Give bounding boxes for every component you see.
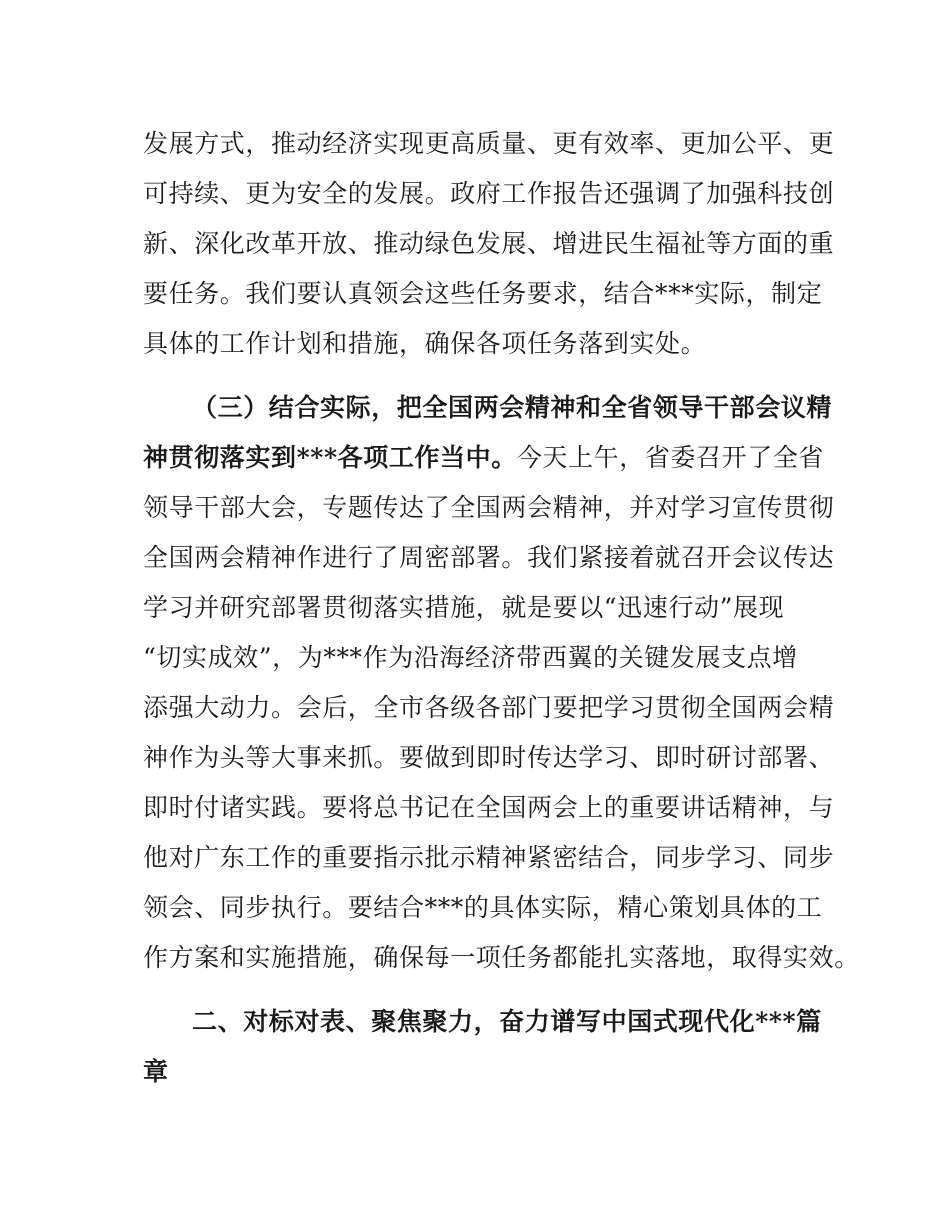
para2-line-1: 领导干部大会，专题传达了全国两会精神，并对学习宣传贯彻 xyxy=(143,493,835,522)
para2-line-4: “切实成效”，为***作为沿海经济带西翼的关键发展支点增 xyxy=(143,643,798,672)
para1-line-2: 可持续、更为安全的发展。政府工作报告还强调了加强科技创 xyxy=(143,179,835,208)
para2-first-sentence: 今天上午，省委召开了全省 xyxy=(516,443,825,472)
para2-line-7: 即时付诸实践。要将总书记在全国两会上的重要讲话精神，与 xyxy=(143,793,835,822)
para1-line-1: 发展方式，推动经济实现更高质量、更有效率、更加公平、更 xyxy=(143,129,835,158)
para2-line-9: 领会、同步执行。要结合***的具体实际，精心策划具体的工 xyxy=(143,893,823,922)
para2-line-2: 全国两会精神作进行了周密部署。我们紧接着就召开会议传达 xyxy=(143,543,835,572)
section-two-heading-line-1: 二、对标对表、聚焦聚力，奋力谱写中国式现代化***篇 xyxy=(192,1007,822,1036)
para2-line-5: 添强大动力。会后，全市各级各部门要把学习贯彻全国两会精 xyxy=(143,693,835,722)
para2-line-6: 神作为头等大事来抓。要做到即时传达学习、即时研讨部署、 xyxy=(143,743,835,772)
para2-line-10: 作方案和实施措施，确保每一项任务都能扎实落地，取得实效。 xyxy=(143,943,860,972)
subheading-three-line-1: （三）结合实际，把全国两会精神和全省领导干部会议精 xyxy=(192,393,833,422)
para2-line-3: 学习并研究部署贯彻落实措施，就是要以“迅速行动”展现 xyxy=(143,593,785,622)
subheading-three-bold-end: 神贯彻落实到***各项工作当中。 xyxy=(143,443,517,472)
para1-line-3: 新、深化改革开放、推动绿色发展、增进民生福祉等方面的重 xyxy=(143,229,835,258)
para1-line-4: 要任务。我们要认真领会这些任务要求，结合***实际，制定 xyxy=(143,279,823,308)
para1-line-5: 具体的工作计划和措施，确保各项任务落到实处。 xyxy=(143,329,707,358)
subheading-three-line-2 xyxy=(143,442,824,474)
para2-line-8: 他对广东工作的重要指示批示精神紧密结合，同步学习、同步 xyxy=(143,843,835,872)
section-two-heading-line-2: 章 xyxy=(143,1057,169,1086)
